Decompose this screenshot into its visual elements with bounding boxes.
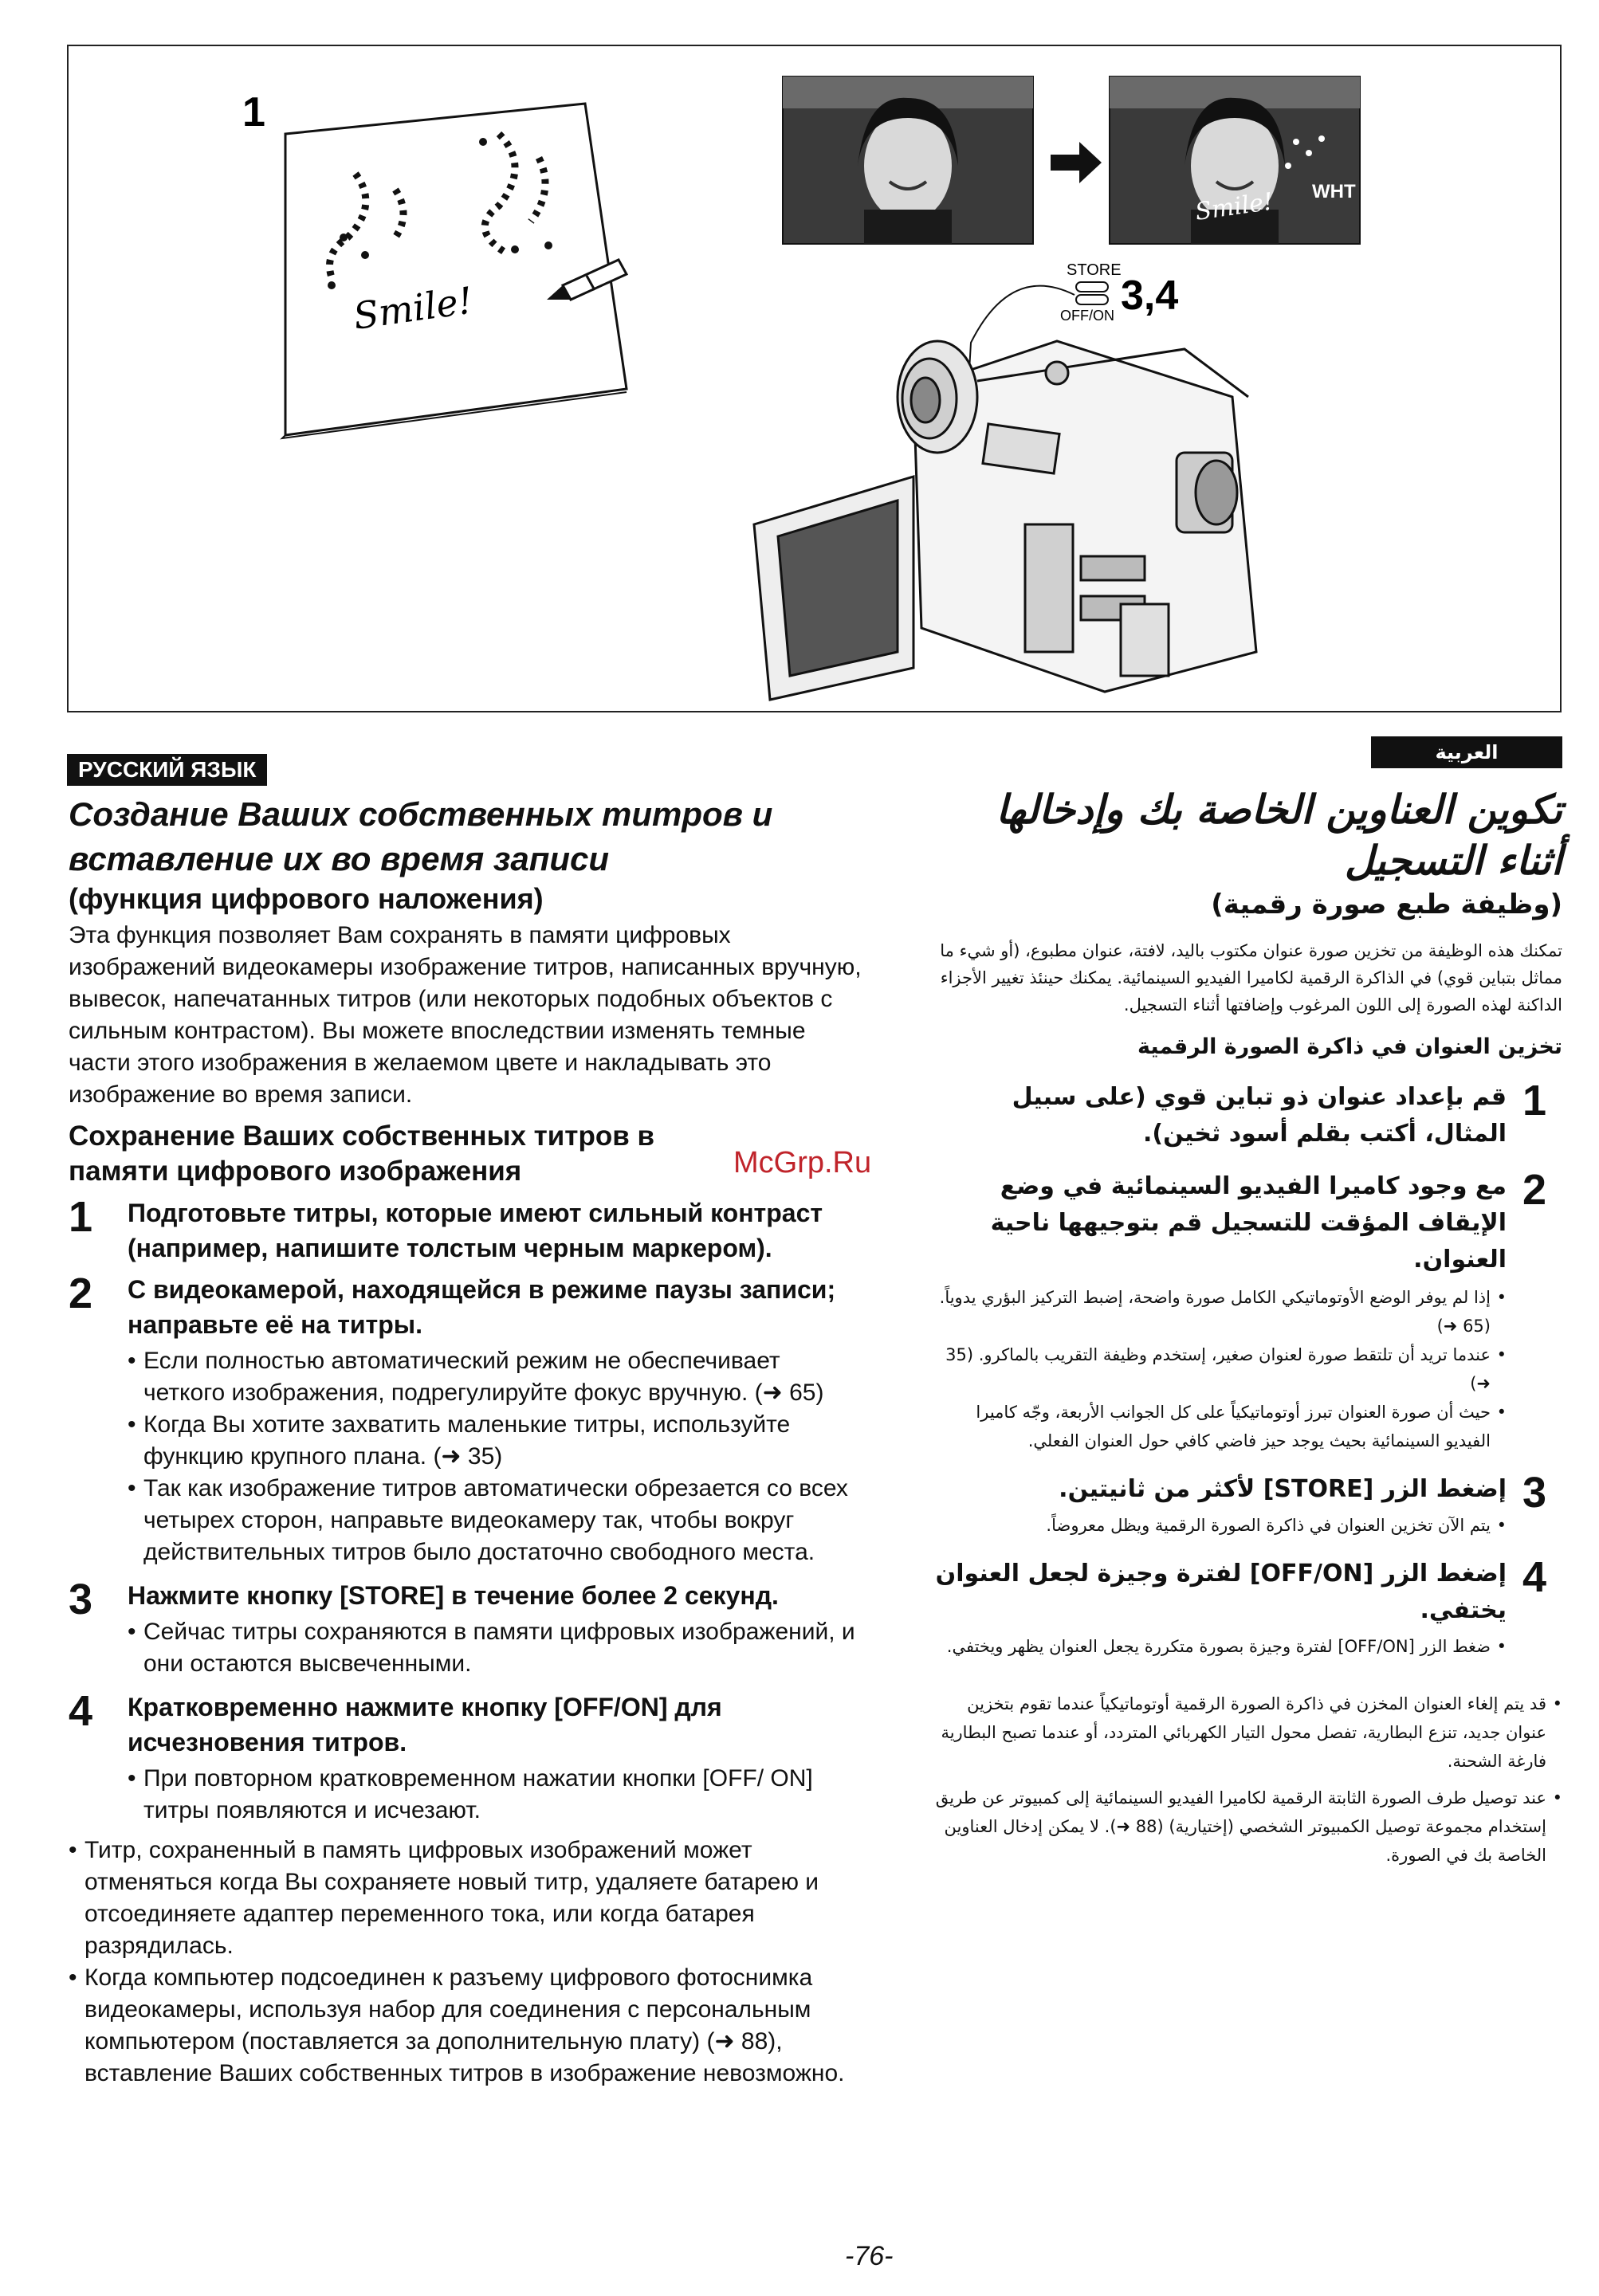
russian-title: Создание Ваших собственных титров и вставление их во время записи xyxy=(69,795,773,877)
step-bullets xyxy=(128,1616,866,1680)
step-bullets xyxy=(128,1345,866,1568)
arabic-title: تكوين العناوين الخاصة بك وإدخالها أثناء التسجيل xyxy=(996,787,1562,884)
preview-after xyxy=(1110,77,1360,244)
step-text: إضغط الزر [OFF/ON] لفترة وجيزة لجعل العنوان يختفي. xyxy=(935,1560,1507,1624)
preview-before xyxy=(783,77,1033,244)
russian-notes xyxy=(69,1835,866,2090)
note-item: • قد يتم إلغاء العنوان المخزن في ذاكرة الصورة الرقمية أوتوماتيكياً عندما تقوم بتخزين عنوان جديد، تنزع البطارية، تفصل محول التيار الكهربائي المتردد، أو عندما تصبح البطارية فارغة الشحنة. xyxy=(933,1690,1562,1776)
arabic-column xyxy=(933,784,1562,1870)
step-number: 2 xyxy=(1522,1166,1547,1214)
russian-step-4 xyxy=(69,1687,866,1827)
bullet-item: • Сейчас титры сохраняются в памяти цифровых изображений, и они остаются высвеченными. xyxy=(128,1616,866,1680)
step-number: 1 xyxy=(69,1193,93,1241)
step-bullets xyxy=(933,1283,1507,1455)
arabic-step-4 xyxy=(933,1553,1562,1661)
step-number: 3 xyxy=(1522,1469,1547,1517)
step-number: 3 xyxy=(69,1576,93,1623)
russian-step-1 xyxy=(69,1195,866,1266)
bullet-item: • يتم الآن تخزين العنوان في ذاكرة الصورة الرقمية ويظل معروضاً. xyxy=(933,1511,1507,1540)
step-text: قم بإعداد عنوان ذو تباين قوي (على سبيل المثال، أكتب بقلم أسود ثخين). xyxy=(1012,1083,1507,1148)
step-bullets xyxy=(128,1763,866,1827)
step-text: С видеокамерой, находящейся в режиме паузы записи; направьте её на титры. xyxy=(128,1275,836,1339)
arabic-step-2 xyxy=(933,1168,1562,1455)
bullet-item: • عندما تريد أن تلتقط صورة لعنوان صغير، إستخدم وظيفة التقريب بالماكرو. (35 ➜) xyxy=(933,1340,1507,1398)
step-number: 1 xyxy=(1522,1077,1547,1124)
camcorder xyxy=(754,341,1256,700)
step-number: 2 xyxy=(69,1270,93,1317)
bullet-item: • Когда Вы хотите захватить маленькие титры, используйте функцию крупного плана. (➜ 35) xyxy=(128,1409,866,1473)
preview-overlay-text: Smile! xyxy=(1193,187,1275,226)
step-number: 4 xyxy=(1522,1553,1547,1601)
arabic-notes xyxy=(933,1690,1562,1870)
watermark: McGrp.Ru xyxy=(733,1146,872,1179)
store-button-top-label: STORE xyxy=(1067,261,1122,279)
russian-intro: Эта функция позволяет Вам сохранять в памяти цифровых изображений видеокамеры изображение титров, написанных вручную, вывесок, напечатанных титров (или некоторых подобных объектов с сильным контрастом). Вы можете впоследствии изменять темные части этого изображения в желаемом цвете и накладывать это изображение во время записи. xyxy=(69,922,862,1108)
illustration-frame xyxy=(67,45,1562,712)
bullet-item: • حيث أن صورة العنوان تبرز أوتوماتيكياً على كل الجوانب الأربعة، وجّه كاميرا الفيديو السينمائية بحيث يوجد حيز فاضي كافي حول العنوان الفعلي. xyxy=(933,1398,1507,1455)
figure-step-label: 1 xyxy=(242,89,265,135)
step-bullets xyxy=(933,1511,1507,1540)
arabic-subtitle: (وظيفة طبع صورة رقمية) xyxy=(1211,889,1562,920)
bullet-item: • Так как изображение титров автоматически обрезается со всех четырех сторон, направьте видеокамеру так, чтобы вокруг действительных титров было достаточно свободного места. xyxy=(128,1473,866,1568)
note-item: • عند توصيل طرف الصورة الثابتة الرقمية لكاميرا الفيديو السينمائية إلى كمبيوتر عن طريق إستخدام مجموعة توصيل الكمبيوتر الشخصي (إختيارية) (88 ➜). لا يمكن إدخال العناوين الخاصة بك في الصورة. xyxy=(933,1784,1562,1870)
step-number: 4 xyxy=(69,1687,93,1735)
arabic-step-3 xyxy=(933,1471,1562,1540)
bullet-item: • إذا لم يوفر الوضع الأوتوماتيكي الكامل صورة واضحة، إضبط التركيز البؤري يدوياً. (65 ➜) xyxy=(933,1283,1507,1340)
step-text: إضغط الزر [STORE] لأكثر من ثانيتين. xyxy=(1059,1475,1507,1503)
white-balance-badge: WHT xyxy=(1312,181,1356,202)
russian-column xyxy=(69,792,866,2090)
store-button-bottom-label: OFF/ON xyxy=(1060,308,1114,324)
figure-steps-label: 3,4 xyxy=(1121,273,1179,319)
title-board xyxy=(282,104,627,438)
step-bullets xyxy=(933,1632,1507,1661)
russian-subtitle: (функция цифрового наложения) xyxy=(69,882,544,915)
step-text: Кратковременно нажмите кнопку [OFF/ON] для исчезновения титров. xyxy=(128,1693,722,1756)
step-text: Нажмите кнопку [STORE] в течение более 2 секунд. xyxy=(128,1581,779,1610)
page-number: -76- xyxy=(845,2241,894,2271)
russian-language-tab: РУССКИЙ ЯЗЫК xyxy=(67,754,267,786)
arabic-section-heading: تخزين العنوان في ذاكرة الصورة الرقمية xyxy=(1137,1034,1562,1059)
russian-section-heading: Сохранение Ваших собственных титров в памяти цифрового изображения xyxy=(69,1121,654,1187)
note-item: • Когда компьютер подсоединен к разъему цифрового фотоснимка видеокамеры, используя набор для соединения с персональным компьютером (поставляется за дополнительную плату) (➜ 88), вставление Ваших собственных титров в изображение невозможно. xyxy=(69,1962,866,2090)
board-text: Smile! xyxy=(351,278,476,338)
bullet-item: • При повторном кратковременном нажатии кнопки [OFF/ ON] титры появляются и исчезают. xyxy=(128,1763,866,1827)
arabic-intro: تمكنك هذه الوظيفة من تخزين صورة عنوان مكتوب باليد، لافتة، عنوان مطبوع، (أو شيء ما مماثل بتباين قوي) في الذاكرة الرقمية لكاميرا الفيديو السينمائية. يمكنك حينئذ تغيير الأجزاء الداكنة لهذه الصورة إلى اللون المرغوب وإضافتها أثناء التسجيل. xyxy=(940,941,1562,1015)
bullet-item: • Если полностью автоматический режим не обеспечивает четкого изображения, подрегулируйте фокус вручную. (➜ 65) xyxy=(128,1345,866,1409)
note-item: • Титр, сохраненный в память цифровых изображений может отменяться когда Вы сохраняете новый титр, удаляете батарею и отсоединяете адаптер переменного тока, или когда батарея разрядилась. xyxy=(69,1835,866,1962)
step-text: Подготовьте титры, которые имеют сильный контраст (например, напишите толстым черным маркером). xyxy=(128,1199,823,1262)
step-text: مع وجود كاميرا الفيديو السينمائية في وضع الإيقاف المؤقت للتسجيل قم بتوجيهها ناحية العنوان. xyxy=(990,1172,1507,1274)
bullet-item: • ضغط الزر [OFF/ON] لفترة وجيزة بصورة متكررة يجعل العنوان يظهر ويختفي. xyxy=(933,1632,1507,1661)
russian-step-2 xyxy=(69,1272,866,1568)
arabic-language-tab: العربية xyxy=(1371,736,1562,768)
arabic-step-1 xyxy=(933,1079,1562,1152)
russian-step-3 xyxy=(69,1578,866,1680)
arrow-right-icon xyxy=(1051,142,1102,183)
illustration xyxy=(69,46,1560,711)
